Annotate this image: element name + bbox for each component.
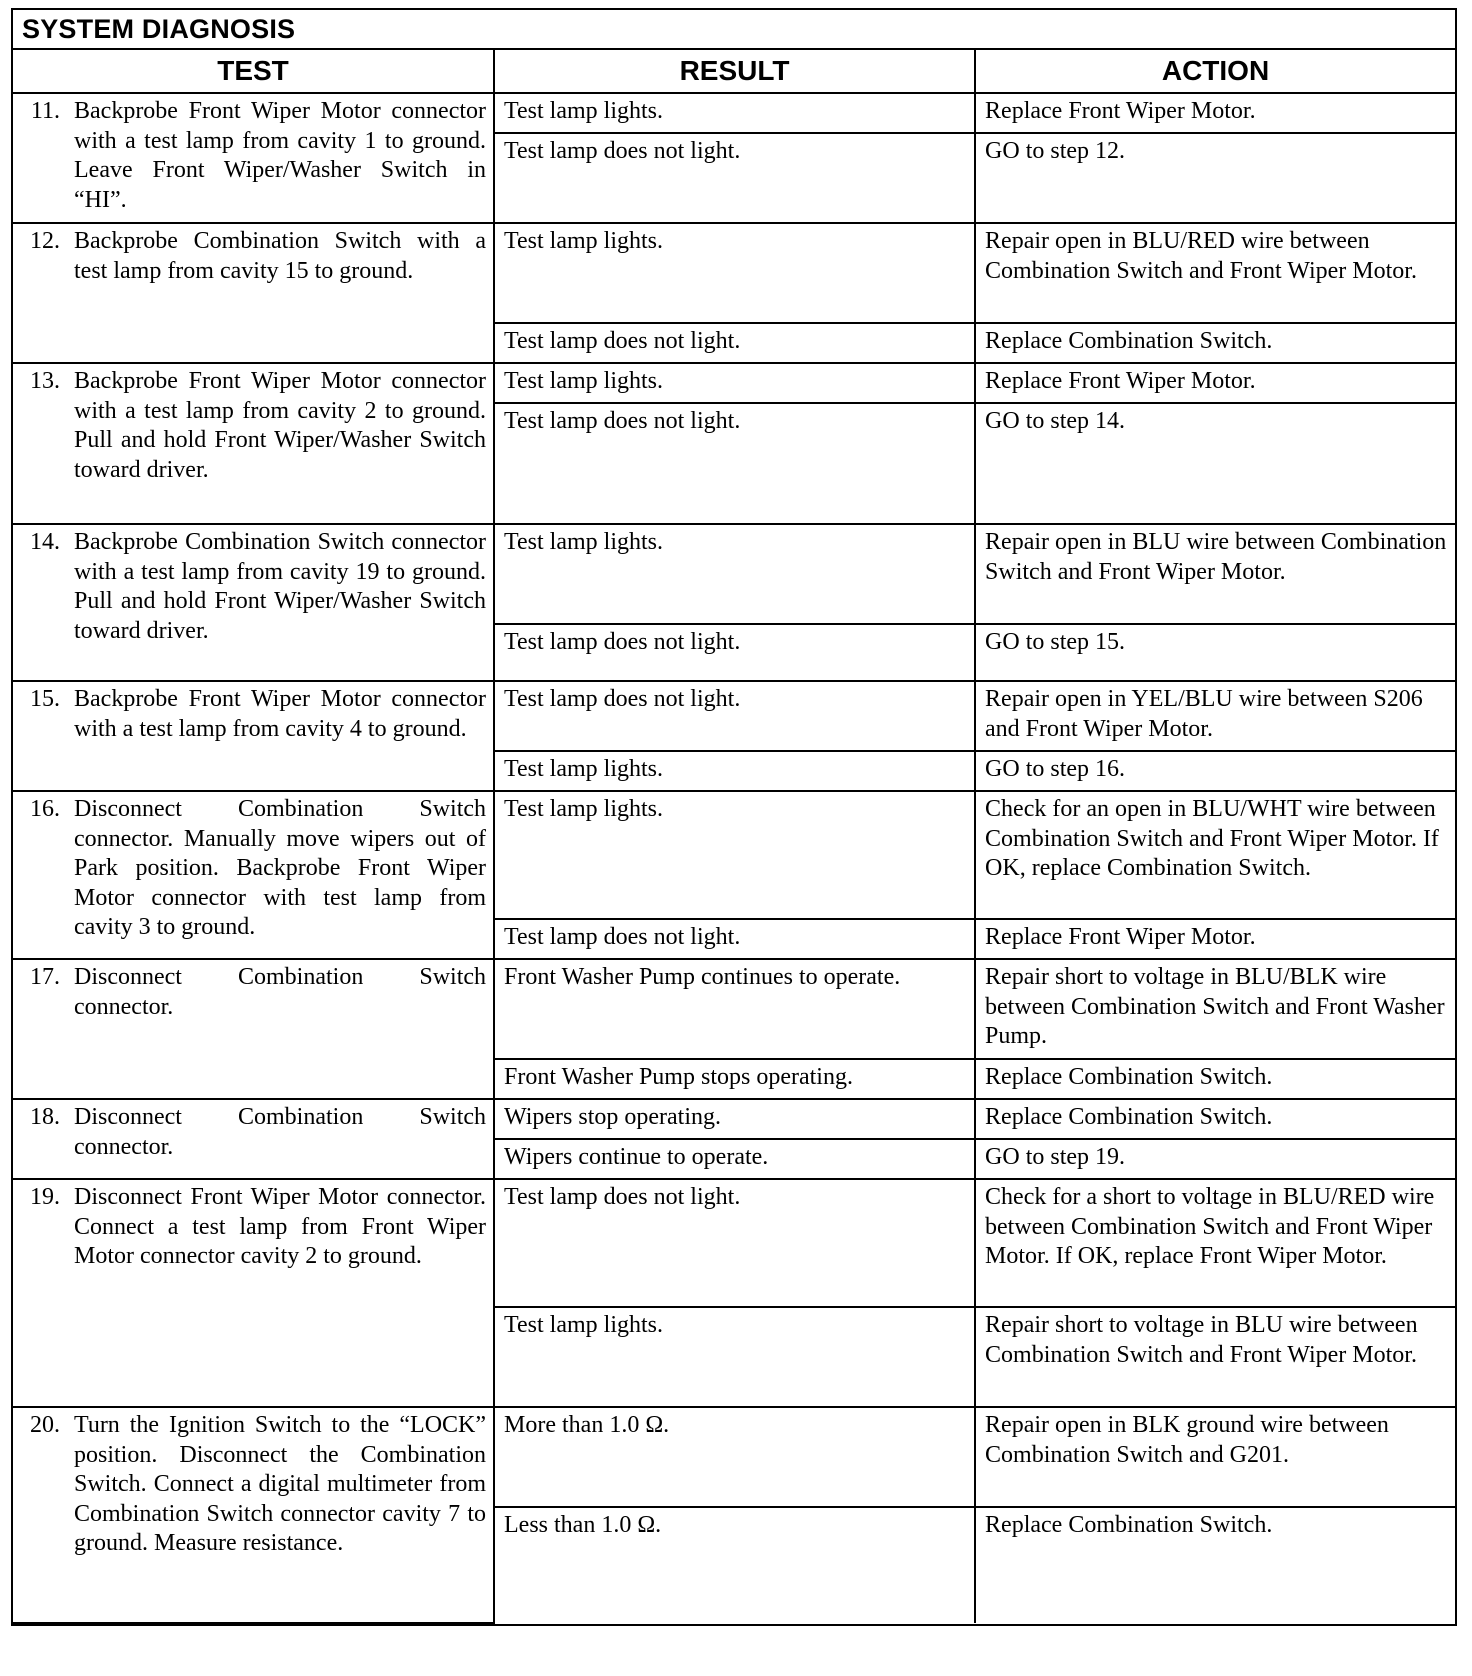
action-cell: Replace Front Wiper Motor. bbox=[975, 93, 1455, 133]
result-cell: Test lamp does not light. bbox=[494, 919, 975, 959]
step-number: 19. bbox=[30, 1184, 60, 1210]
table-row bbox=[13, 681, 1455, 751]
action-cell: Replace Front Wiper Motor. bbox=[975, 919, 1455, 959]
step-number: 12. bbox=[30, 228, 60, 254]
column-header-result: RESULT bbox=[494, 50, 975, 93]
action-cell: Replace Combination Switch. bbox=[975, 323, 1455, 363]
table-row bbox=[13, 363, 1455, 403]
test-cell bbox=[13, 1407, 494, 1623]
step-number: 11. bbox=[30, 98, 60, 124]
test-text: Backprobe Front Wiper Motor connector with a test lamp from cavity 2 to ground. Pull and hold Front Wiper/Washer Switch toward driver. bbox=[74, 368, 487, 483]
result-cell: Test lamp does not light. bbox=[494, 403, 975, 524]
step-number: 20. bbox=[30, 1412, 60, 1438]
step-number: 16. bbox=[30, 796, 60, 822]
step-number: 18. bbox=[30, 1104, 60, 1130]
result-cell: Wipers continue to operate. bbox=[494, 1139, 975, 1179]
result-cell: Test lamp lights. bbox=[494, 751, 975, 791]
result-cell: Test lamp does not light. bbox=[494, 323, 975, 363]
result-cell: More than 1.0 Ω. bbox=[494, 1407, 975, 1507]
action-cell: GO to step 12. bbox=[975, 133, 1455, 223]
action-cell: Repair short to voltage in BLU wire between Combination Switch and Front Wiper Motor. bbox=[975, 1307, 1455, 1407]
test-cell bbox=[13, 524, 494, 681]
result-cell: Test lamp lights. bbox=[494, 93, 975, 133]
step-number: 13. bbox=[30, 368, 60, 394]
test-cell bbox=[13, 93, 494, 223]
table-row bbox=[13, 959, 1455, 1059]
action-cell: Check for a short to voltage in BLU/RED wire between Combination Switch and Front Wiper Motor. If OK, replace Front Wiper Motor. bbox=[975, 1179, 1455, 1307]
action-cell: GO to step 15. bbox=[975, 624, 1455, 681]
table-row bbox=[13, 524, 1455, 624]
result-cell: Test lamp does not light. bbox=[494, 1179, 975, 1307]
result-cell: Test lamp does not light. bbox=[494, 624, 975, 681]
action-cell: Replace Combination Switch. bbox=[975, 1099, 1455, 1139]
page-title: SYSTEM DIAGNOSIS bbox=[13, 10, 1455, 50]
action-cell: GO to step 16. bbox=[975, 751, 1455, 791]
test-text: Backprobe Combination Switch connector with a test lamp from cavity 19 to ground. Pull and hold Front Wiper/Washer Switch toward driver. bbox=[74, 529, 487, 644]
table-row bbox=[13, 1407, 1455, 1507]
action-cell: Repair open in YEL/BLU wire between S206 and Front Wiper Motor. bbox=[975, 681, 1455, 751]
diagnosis-table bbox=[13, 50, 1455, 1624]
table-row bbox=[13, 791, 1455, 919]
test-text: Backprobe Front Wiper Motor connector with a test lamp from cavity 4 to ground. bbox=[74, 686, 487, 742]
test-cell bbox=[13, 363, 494, 524]
result-cell: Less than 1.0 Ω. bbox=[494, 1507, 975, 1623]
result-cell: Front Washer Pump continues to operate. bbox=[494, 959, 975, 1059]
test-cell bbox=[13, 791, 494, 959]
result-cell: Test lamp lights. bbox=[494, 223, 975, 323]
table-row bbox=[13, 223, 1455, 323]
test-text: Disconnect Combination Switch connector. bbox=[74, 964, 487, 1020]
test-text: Backprobe Combination Switch with a test lamp from cavity 15 to ground. bbox=[74, 228, 487, 284]
action-cell: Repair short to voltage in BLU/BLK wire between Combination Switch and Front Washer Pump. bbox=[975, 959, 1455, 1059]
test-text: Turn the Ignition Switch to the “LOCK” position. Disconnect the Combination Switch. Connect a digital multimeter from Combination Switch connector cavity 7 to ground. Measure resistance. bbox=[74, 1412, 487, 1556]
step-number: 14. bbox=[30, 529, 60, 555]
action-cell: Repair open in BLU/RED wire between Combination Switch and Front Wiper Motor. bbox=[975, 223, 1455, 323]
result-cell: Test lamp does not light. bbox=[494, 133, 975, 223]
test-cell bbox=[13, 1179, 494, 1407]
action-cell: Replace Combination Switch. bbox=[975, 1059, 1455, 1099]
result-cell: Test lamp lights. bbox=[494, 1307, 975, 1407]
result-cell: Test lamp lights. bbox=[494, 524, 975, 624]
action-cell: Replace Front Wiper Motor. bbox=[975, 363, 1455, 403]
test-text: Disconnect Combination Switch connector. bbox=[74, 1104, 487, 1160]
action-cell: Repair open in BLK ground wire between Combination Switch and G201. bbox=[975, 1407, 1455, 1507]
action-cell: GO to step 14. bbox=[975, 403, 1455, 524]
result-cell: Wipers stop operating. bbox=[494, 1099, 975, 1139]
action-cell: Repair open in BLU wire between Combination Switch and Front Wiper Motor. bbox=[975, 524, 1455, 624]
test-cell bbox=[13, 1099, 494, 1179]
column-header-test: TEST bbox=[13, 50, 494, 93]
test-text: Disconnect Combination Switch connector. Manually move wipers out of Park position. Backprobe Front Wiper Motor connector with test lamp from cavity 3 to ground. bbox=[74, 796, 487, 940]
test-text: Backprobe Front Wiper Motor connector with a test lamp from cavity 1 to ground. Leave Front Wiper/Washer Switch in “HI”. bbox=[74, 98, 487, 213]
table-row bbox=[13, 93, 1455, 133]
column-header-action: ACTION bbox=[975, 50, 1455, 93]
step-number: 15. bbox=[30, 686, 60, 712]
table-row bbox=[13, 1179, 1455, 1307]
test-cell bbox=[13, 223, 494, 363]
result-cell: Test lamp lights. bbox=[494, 363, 975, 403]
test-text: Disconnect Front Wiper Motor connector. Connect a test lamp from Front Wiper Motor connector cavity 2 to ground. bbox=[74, 1184, 487, 1269]
action-cell: Check for an open in BLU/WHT wire between Combination Switch and Front Wiper Motor. If OK, replace Combination Switch. bbox=[975, 791, 1455, 919]
action-cell: Replace Combination Switch. bbox=[975, 1507, 1455, 1623]
table-header-row bbox=[13, 50, 1455, 93]
result-cell: Test lamp does not light. bbox=[494, 681, 975, 751]
step-number: 17. bbox=[30, 964, 60, 990]
result-cell: Test lamp lights. bbox=[494, 791, 975, 919]
result-cell: Front Washer Pump stops operating. bbox=[494, 1059, 975, 1099]
action-cell: GO to step 19. bbox=[975, 1139, 1455, 1179]
table-row bbox=[13, 1099, 1455, 1139]
test-cell bbox=[13, 681, 494, 791]
system-diagnosis-sheet bbox=[11, 8, 1457, 1626]
test-cell bbox=[13, 959, 494, 1099]
